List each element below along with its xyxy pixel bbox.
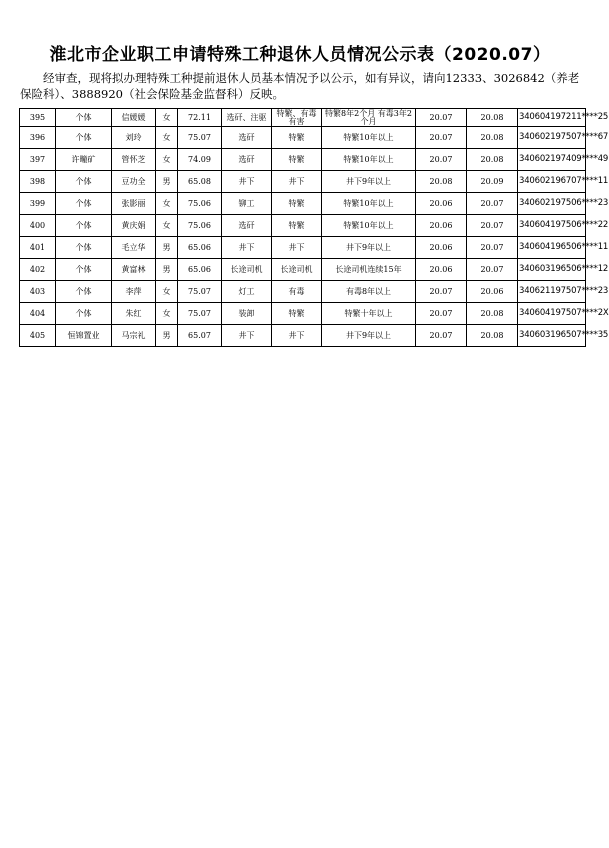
cell-name: 朱红: [112, 303, 156, 325]
cell-start-month: 20.07: [416, 127, 467, 149]
cell-gender: 男: [156, 325, 178, 347]
cell-end-month: 20.08: [467, 325, 518, 347]
cell-job: 选矸: [222, 127, 272, 149]
cell-years: 特繁8年2个月 有毒3年2个月: [322, 109, 416, 127]
cell-job: 铆工: [222, 193, 272, 215]
cell-serial-number: 399: [20, 193, 56, 215]
cell-gender: 女: [156, 193, 178, 215]
cell-start-month: 20.06: [416, 193, 467, 215]
cell-job: 选矸、注驱: [222, 109, 272, 127]
table-row: [20, 149, 586, 171]
cell-serial-number: 401: [20, 237, 56, 259]
cell-id-number: 340604197507****2X: [518, 303, 586, 325]
cell-end-month: 20.08: [467, 127, 518, 149]
cell-job: 井下: [222, 171, 272, 193]
cell-id-number: 340603196507****35: [518, 325, 586, 347]
cell-end-month: 20.06: [467, 281, 518, 303]
table-row: [20, 215, 586, 237]
cell-gender: 女: [156, 109, 178, 127]
cell-birth-date: 65.06: [178, 259, 222, 281]
cell-name: 管怀芝: [112, 149, 156, 171]
cell-job-type: 有毒: [272, 281, 322, 303]
cell-start-month: 20.07: [416, 281, 467, 303]
cell-job-type: 特繁: [272, 215, 322, 237]
cell-job: 长途司机: [222, 259, 272, 281]
cell-birth-date: 65.07: [178, 325, 222, 347]
cell-job-type: 长途司机: [272, 259, 322, 281]
cell-end-month: 20.08: [467, 303, 518, 325]
cell-work-unit: 个体: [56, 281, 112, 303]
cell-job-type: 井下: [272, 171, 322, 193]
cell-end-month: 20.08: [467, 149, 518, 171]
cell-work-unit: 个体: [56, 237, 112, 259]
table-row: [20, 325, 586, 347]
cell-serial-number: 403: [20, 281, 56, 303]
cell-birth-date: 75.07: [178, 281, 222, 303]
cell-years: 有毒8年以上: [322, 281, 416, 303]
cell-years: 特繁10年以上: [322, 193, 416, 215]
table-row: [20, 303, 586, 325]
cell-end-month: 20.07: [467, 193, 518, 215]
cell-serial-number: 396: [20, 127, 56, 149]
cell-name: 黄富林: [112, 259, 156, 281]
cell-start-month: 20.06: [416, 237, 467, 259]
cell-job: 井下: [222, 325, 272, 347]
cell-work-unit: 个体: [56, 127, 112, 149]
cell-name: 马宗礼: [112, 325, 156, 347]
cell-job: 选矸: [222, 149, 272, 171]
cell-serial-number: 398: [20, 171, 56, 193]
cell-birth-date: 75.07: [178, 303, 222, 325]
cell-birth-date: 65.08: [178, 171, 222, 193]
cell-start-month: 20.08: [416, 171, 467, 193]
cell-years: 井下9年以上: [322, 325, 416, 347]
cell-work-unit: 恒锦置业: [56, 325, 112, 347]
cell-birth-date: 74.09: [178, 149, 222, 171]
cell-serial-number: 397: [20, 149, 56, 171]
retirement-table: [19, 108, 609, 347]
cell-work-unit: 个体: [56, 303, 112, 325]
cell-start-month: 20.07: [416, 303, 467, 325]
cell-job-type: 井下: [272, 237, 322, 259]
cell-start-month: 20.06: [416, 259, 467, 281]
cell-end-month: 20.09: [467, 171, 518, 193]
cell-id-number: 340602197506****23: [518, 193, 586, 215]
table-row: [20, 171, 586, 193]
cell-work-unit: 个体: [56, 109, 112, 127]
cell-name: 毛立华: [112, 237, 156, 259]
cell-birth-date: 75.06: [178, 215, 222, 237]
table-row: [20, 193, 586, 215]
cell-years: 长途司机连续15年: [322, 259, 416, 281]
cell-start-month: 20.06: [416, 215, 467, 237]
notice-paragraph: 经审查，现将拟办理特殊工种提前退休人员基本情况予以公示，如有异议，请向12333、3026842（养老保险科）、3888920（社会保险基金监督科）反映。: [20, 71, 580, 101]
cell-gender: 女: [156, 215, 178, 237]
table-row: [20, 109, 586, 127]
cell-serial-number: 405: [20, 325, 56, 347]
cell-job: 灯工: [222, 281, 272, 303]
cell-birth-date: 72.11: [178, 109, 222, 127]
cell-years: 特繁十年以上: [322, 303, 416, 325]
cell-work-unit: 个体: [56, 171, 112, 193]
cell-years: 井下9年以上: [322, 171, 416, 193]
cell-name: 张影丽: [112, 193, 156, 215]
cell-years: 特繁10年以上: [322, 149, 416, 171]
cell-gender: 男: [156, 237, 178, 259]
table-row: [20, 281, 586, 303]
cell-id-number: 340604197506****22: [518, 215, 586, 237]
cell-gender: 女: [156, 149, 178, 171]
cell-id-number: 340621197507****23: [518, 281, 586, 303]
cell-gender: 女: [156, 127, 178, 149]
cell-start-month: 20.07: [416, 325, 467, 347]
cell-id-number: 340602196707****11: [518, 171, 586, 193]
cell-id-number: 340602197507****67: [518, 127, 586, 149]
cell-id-number: 340603196506****12: [518, 259, 586, 281]
cell-job: 选矸: [222, 215, 272, 237]
cell-birth-date: 65.06: [178, 237, 222, 259]
cell-name: 李萍: [112, 281, 156, 303]
cell-birth-date: 75.06: [178, 193, 222, 215]
cell-gender: 男: [156, 259, 178, 281]
table-row: [20, 127, 586, 149]
cell-serial-number: 402: [20, 259, 56, 281]
cell-gender: 女: [156, 303, 178, 325]
cell-start-month: 20.07: [416, 149, 467, 171]
cell-years: 特繁10年以上: [322, 215, 416, 237]
cell-birth-date: 75.07: [178, 127, 222, 149]
cell-id-number: 340604196506****11: [518, 237, 586, 259]
page-title: 淮北市企业职工申请特殊工种退休人员情况公示表（2020.07）: [49, 45, 551, 65]
cell-job-type: 特繁: [272, 127, 322, 149]
table-row: [20, 237, 586, 259]
cell-id-number: 340602197409****49: [518, 149, 586, 171]
cell-end-month: 20.07: [467, 237, 518, 259]
cell-serial-number: 400: [20, 215, 56, 237]
cell-end-month: 20.07: [467, 215, 518, 237]
cell-job: 井下: [222, 237, 272, 259]
cell-job-type: 特繁: [272, 149, 322, 171]
cell-job-type: 特繁: [272, 303, 322, 325]
cell-job-type: 特繁: [272, 193, 322, 215]
cell-work-unit: 个体: [56, 215, 112, 237]
cell-name: 黄庆娟: [112, 215, 156, 237]
cell-work-unit: 个体: [56, 259, 112, 281]
cell-work-unit: 许疃矿: [56, 149, 112, 171]
cell-job-type: 井下: [272, 325, 322, 347]
cell-end-month: 20.08: [467, 109, 518, 127]
cell-job-type: 特繁、有毒有害: [272, 109, 322, 127]
table-body: [20, 108, 609, 347]
cell-serial-number: 404: [20, 303, 56, 325]
cell-name: 豆功全: [112, 171, 156, 193]
cell-years: 井下9年以上: [322, 237, 416, 259]
cell-job: 装卸: [222, 303, 272, 325]
cell-work-unit: 个体: [56, 193, 112, 215]
cell-name: 刘玲: [112, 127, 156, 149]
cell-years: 特繁10年以上: [322, 127, 416, 149]
cell-serial-number: 395: [20, 109, 56, 127]
table-row: [20, 259, 586, 281]
cell-end-month: 20.07: [467, 259, 518, 281]
cell-start-month: 20.07: [416, 109, 467, 127]
cell-gender: 女: [156, 281, 178, 303]
cell-name: 信媛媛: [112, 109, 156, 127]
cell-gender: 男: [156, 171, 178, 193]
cell-id-number: 340604197211****25: [518, 109, 586, 127]
